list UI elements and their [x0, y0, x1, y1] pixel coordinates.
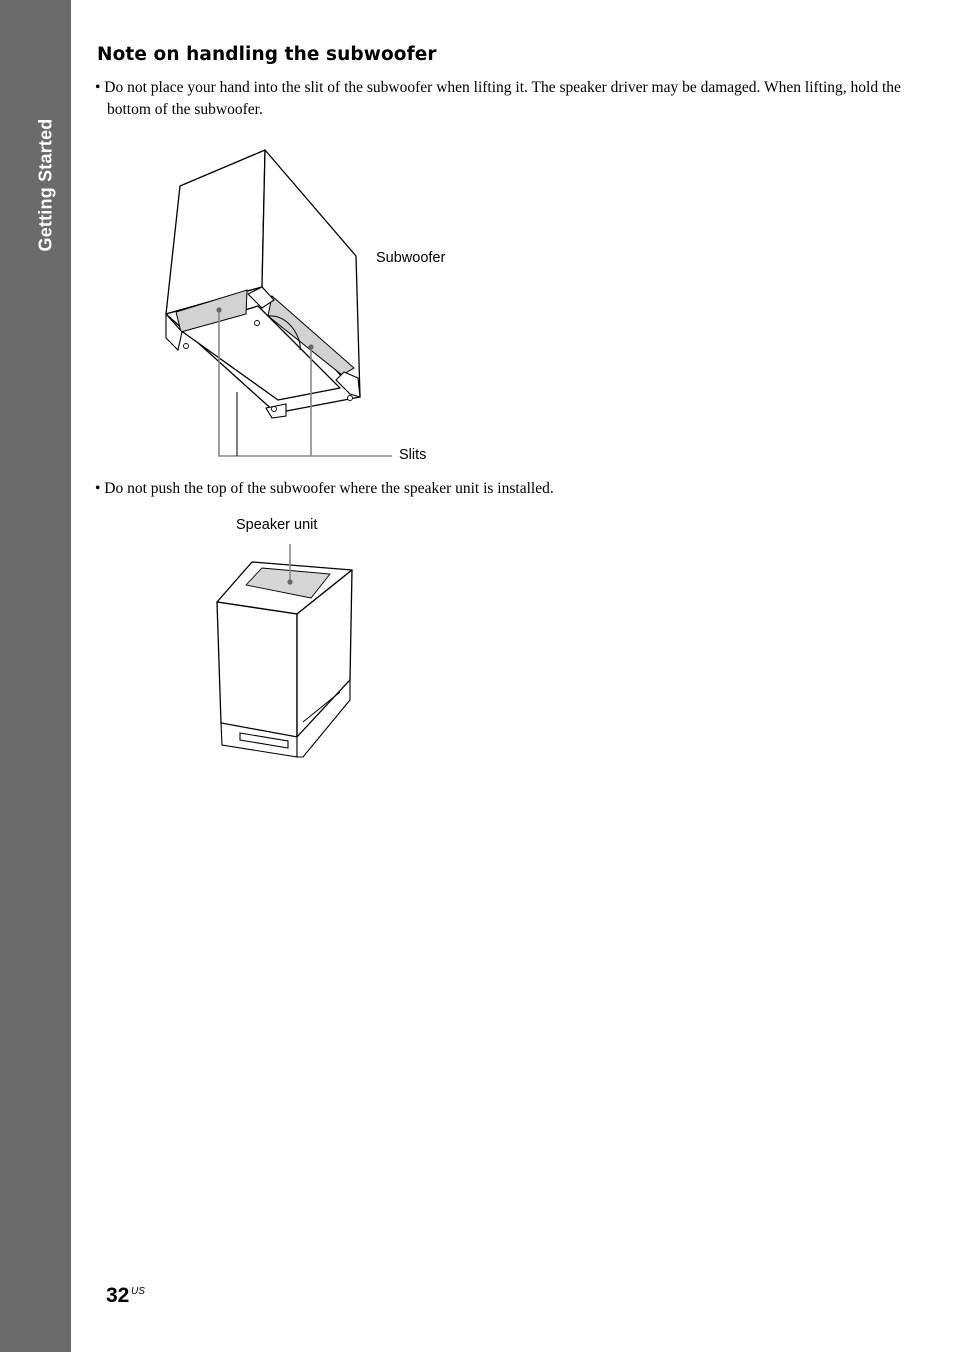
side-section-label: Getting Started	[35, 118, 56, 252]
section-heading: Note on handling the subwoofer	[97, 44, 437, 65]
speaker-unit-label: Speaker unit	[236, 517, 318, 533]
page-number: 32	[106, 1284, 130, 1307]
slits-label: Slits	[399, 447, 427, 463]
speaker-unit-point	[287, 579, 292, 584]
page-number-suffix: US	[131, 1286, 145, 1297]
subwoofer-label: Subwoofer	[376, 250, 446, 266]
subwoofer-front-face	[217, 602, 297, 737]
instruction-bullet-top: • Do not push the top of the subwoofer where the speaker unit is installed.	[95, 480, 554, 497]
instruction-bullet-lifting: • Do not place your hand into the slit of the subwoofer when lifting it. The speaker driver may be damaged. When lifting, hold the bottom of the subwoofer.	[95, 79, 901, 118]
